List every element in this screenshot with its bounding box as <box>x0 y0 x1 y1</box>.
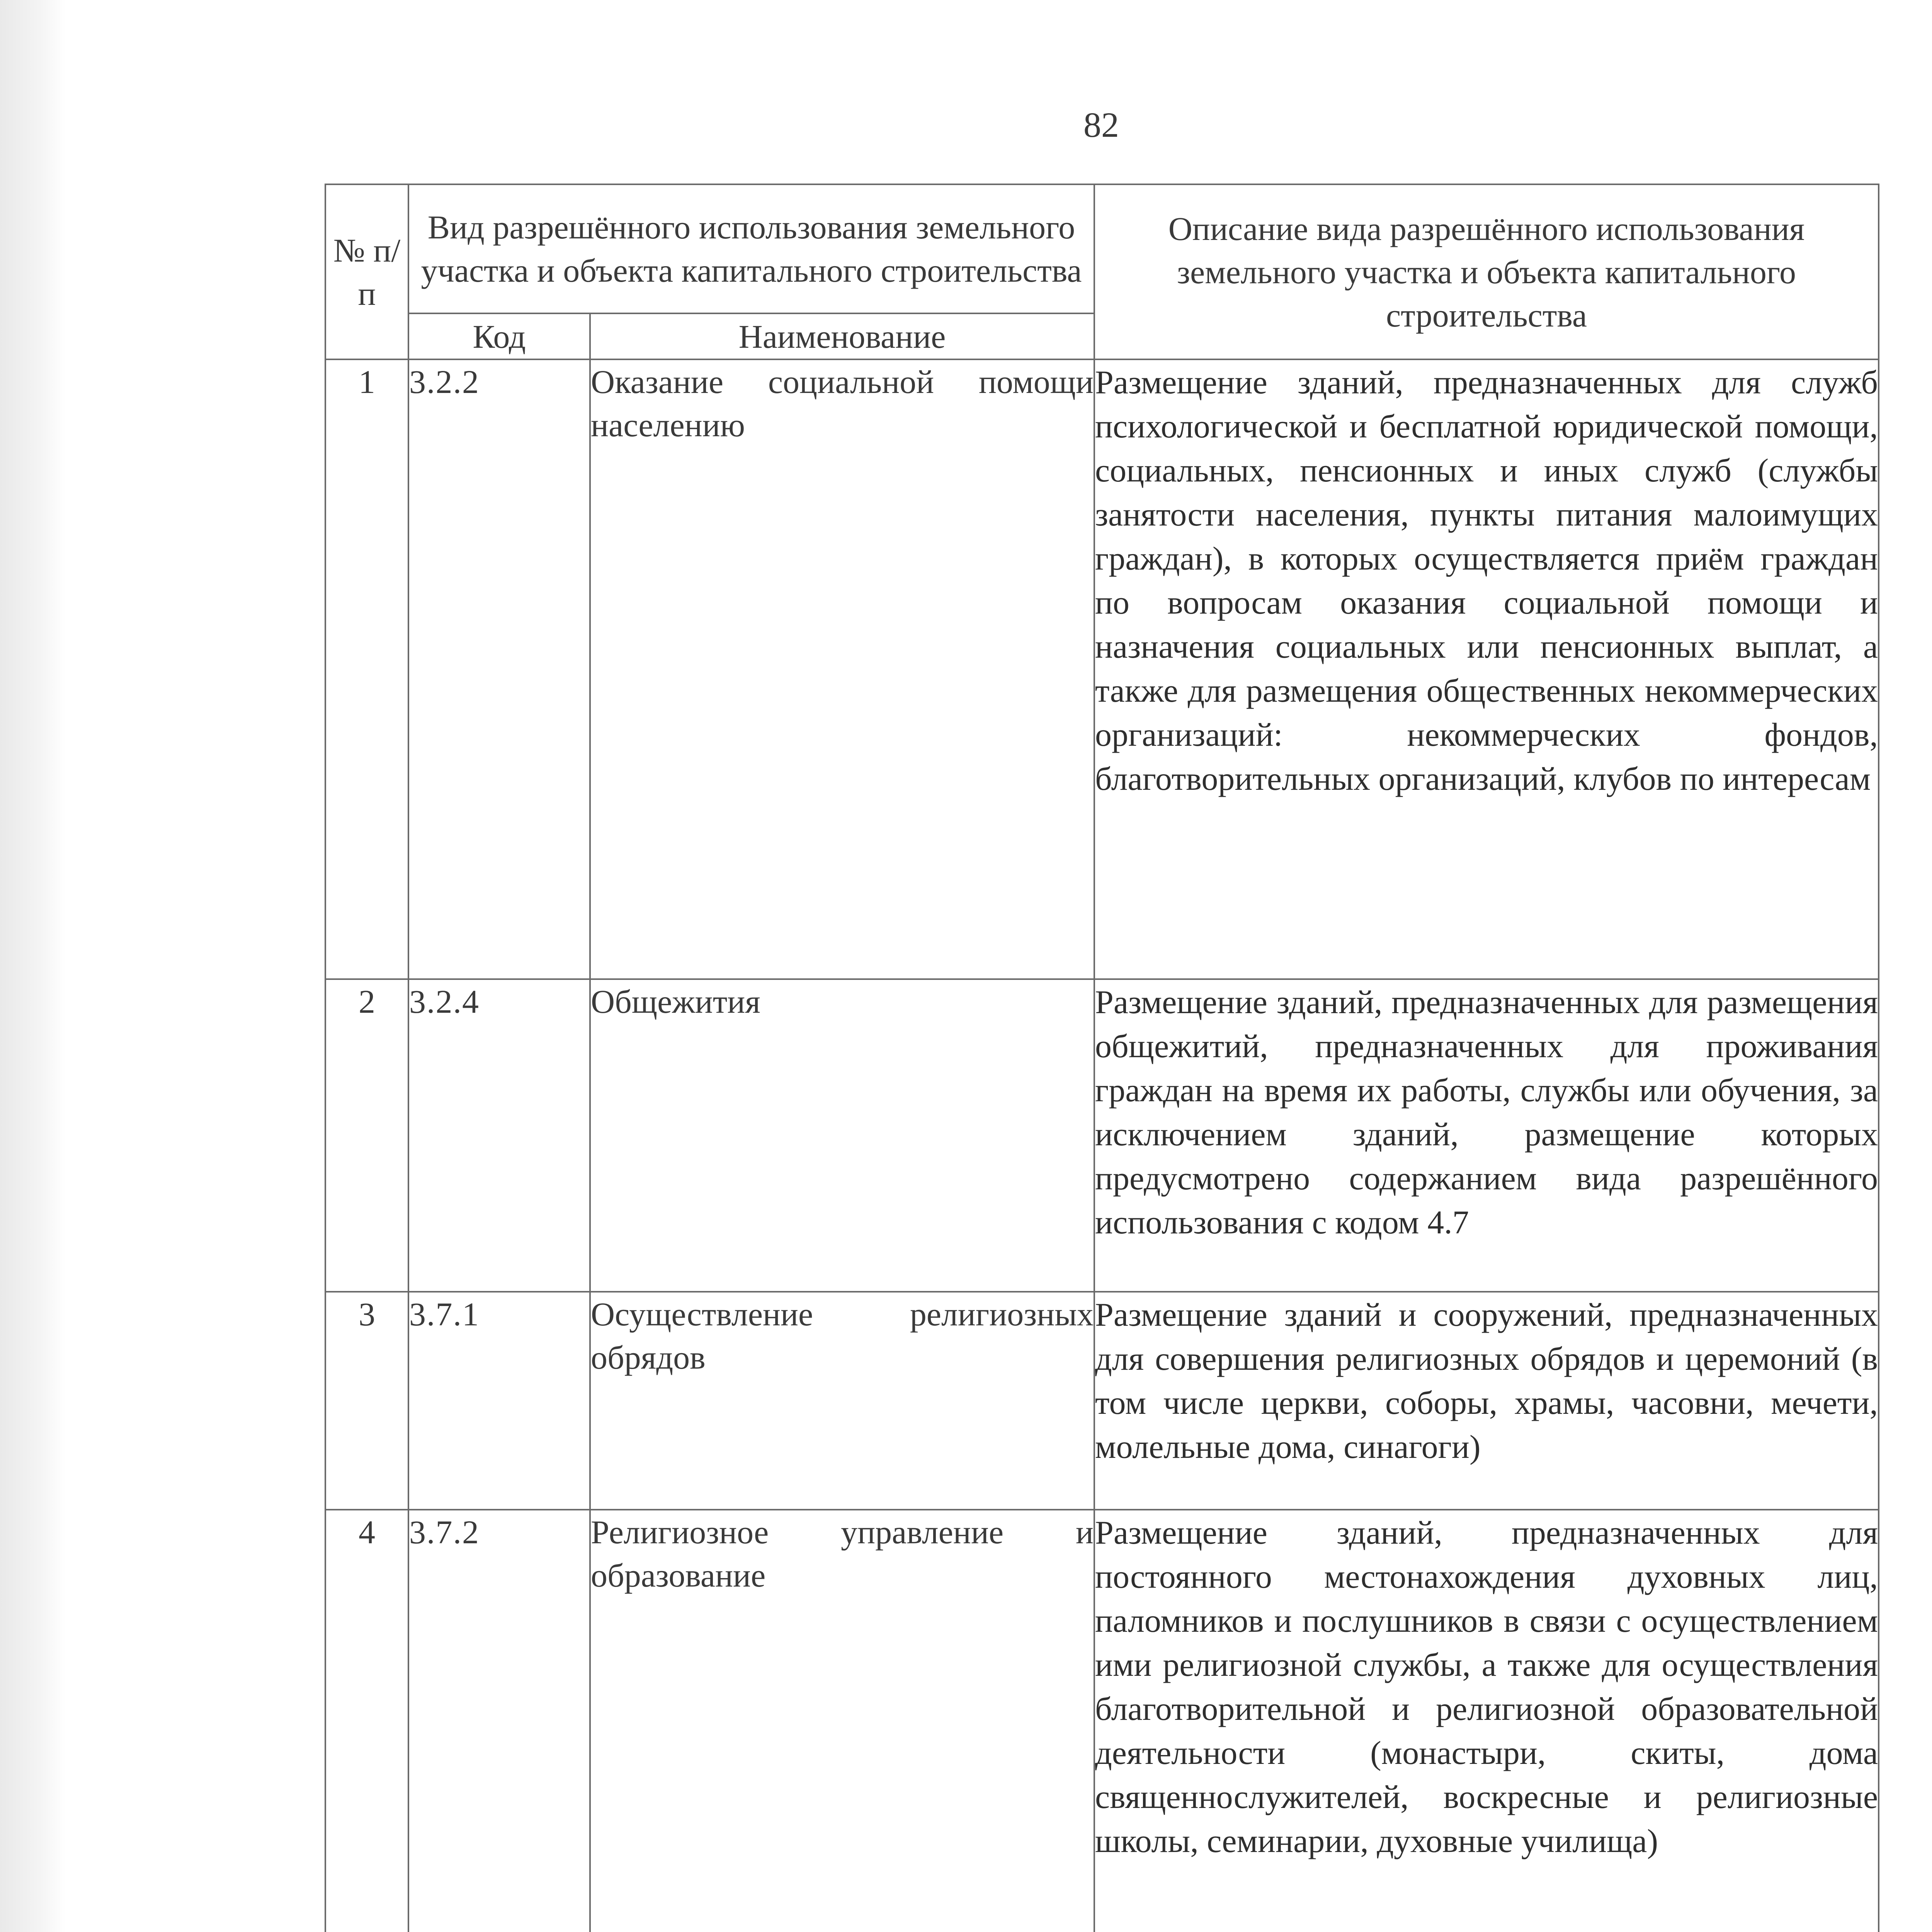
page-number: 82 <box>1083 105 1119 145</box>
row-description: Размещение зданий, предназначенных для служб психологической и бесплатной юридической помощи, социальных, пенсионных и иных служб (службы занятости населения, пункты питания малоимущих граждан), в которых осуществляется приём граждан по вопросам оказания социальной помощи и назначения социальных или пенсионных выплат, а также для размещения общественных некоммерческих организаций: некоммерческих фондов, благотворительных организаций, клубов по интересам <box>1094 359 1879 979</box>
table-row <box>325 359 1879 979</box>
row-code: 3.2.4 <box>408 979 590 1292</box>
header-name: Наименование <box>590 313 1094 359</box>
row-description: Размещение зданий, предназначенных для постоянного местонахождения духовных лиц, паломников и послушников в связи с осуществлением ими религиозной службы, а также для осуществления благотворительной и религиозной образовательной деятельности (монастыри, скиты, дома священнослужителей, воскресные и религиозные школы, семинарии, духовные училища) <box>1094 1510 1879 1932</box>
row-description: Размещение зданий, предназначенных для размещения общежитий, предназначенных для проживания граждан на время их работы, службы или обучения, за исключением зданий, размещение которых предусмотрено содержанием вида разрешённого использования с кодом 4.7 <box>1094 979 1879 1292</box>
land-use-table <box>325 184 1879 1932</box>
table-row <box>325 1292 1879 1510</box>
row-num: 1 <box>325 359 408 979</box>
row-name: Оказание социальной помощи населению <box>590 359 1094 979</box>
row-num: 2 <box>325 979 408 1292</box>
row-code: 3.7.2 <box>408 1510 590 1932</box>
header-code: Код <box>408 313 590 359</box>
row-name: Религиозное управление и образование <box>590 1510 1094 1932</box>
row-num: 3 <box>325 1292 408 1510</box>
row-name: Общежития <box>590 979 1094 1292</box>
row-name: Осуществление религиозных обрядов <box>590 1292 1094 1510</box>
header-num: № п/п <box>325 184 408 359</box>
row-code: 3.7.1 <box>408 1292 590 1510</box>
header-description: Описание вида разрешённого использования земельного участка и объекта капитального строительства <box>1094 184 1879 359</box>
row-description: Размещение зданий и сооружений, предназначенных для совершения религиозных обрядов и церемоний (в том числе церкви, соборы, храмы, часовни, мечети, молельные дома, синагоги) <box>1094 1292 1879 1510</box>
header-vid: Вид разрешённого использования земельного участка и объекта капитального строительства <box>408 184 1094 313</box>
row-num: 4 <box>325 1510 408 1932</box>
row-code: 3.2.2 <box>408 359 590 979</box>
table-row <box>325 1510 1879 1932</box>
scan-edge-shadow <box>0 0 66 1932</box>
table-row <box>325 979 1879 1292</box>
